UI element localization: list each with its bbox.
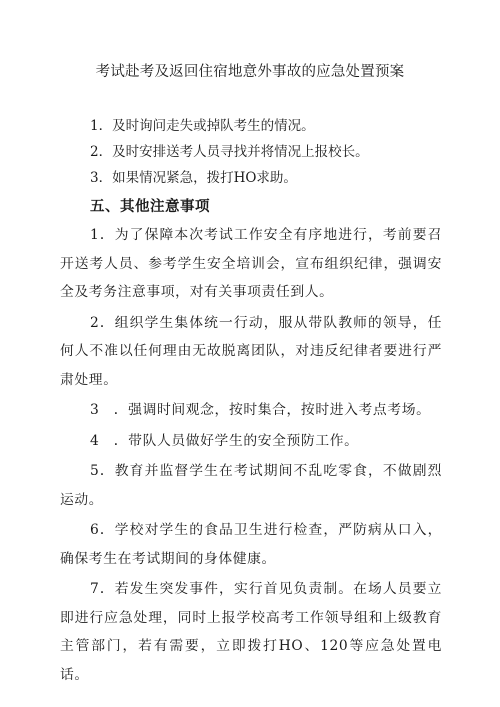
notice-paragraph: 5．教育并监督学生在考试期间不乱吃零食，不做剧烈运动。 [60, 463, 442, 508]
notice-paragraph: 6．学校对学生的食品卫生进行检查，严防病从口入，确保考生在考试期间的身体健康。 [60, 522, 442, 567]
notice-paragraph: 4 ．带队人员做好学生的安全预防工作。 [90, 432, 359, 449]
section-heading: 五、其他注意事项 [90, 198, 210, 215]
notice-paragraph: 7．若发生突发事件，实行首见负责制。在场人员要立即进行应急处理，同时上报学校高考工作领导组和上级教育主管部门，若有需要，立即拨打HO、120等应急处置电话。 [60, 581, 442, 683]
notice-paragraph: 2．组织学生集体统一行动，服从带队教师的领导，任何人不准以任何理由无故脱离团队，对违反纪律者要进行严肃处理。 [60, 314, 442, 388]
document-title: 考试赴考及返回住宿地意外事故的应急处置预案 [95, 64, 405, 80]
notice-paragraph: 3 ．强调时间观念，按时集合，按时进入考点考场。 [90, 402, 431, 418]
first-list [90, 113, 442, 191]
list-item: 3．如果情况紧急，拨打HO求助。 [90, 170, 297, 186]
list-item: 1．及时询问走失或掉队考生的情况。 [90, 118, 315, 134]
notice-list [60, 221, 442, 689]
notice-paragraph: 1．为了保障本次考试工作安全有序地进行，考前要召开送考人员、参考学生安全培训会，宣布组织纪律，强调安全及考务注意事项，对有关事项责任到人。 [60, 227, 442, 300]
list-item: 2．及时安排送考人员寻找并将情况上报校长。 [90, 144, 369, 160]
